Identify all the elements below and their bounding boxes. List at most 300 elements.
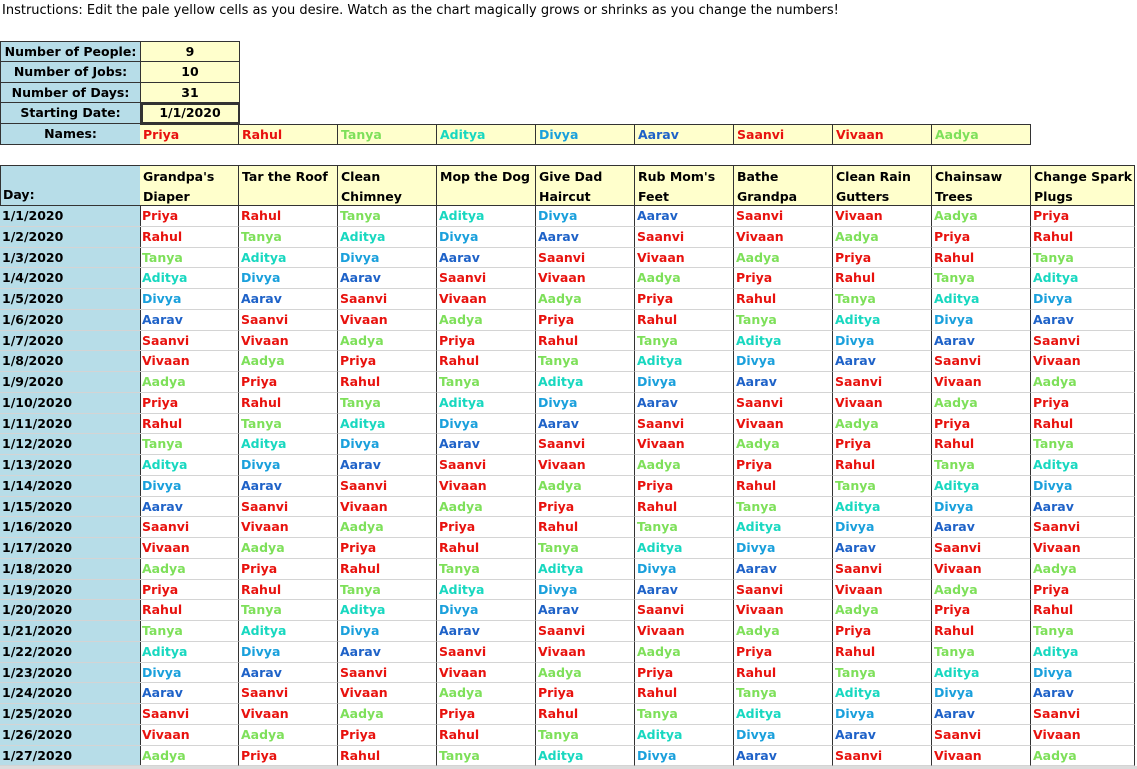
assignment-cell[interactable]: Aditya <box>734 704 833 725</box>
assignment-cell[interactable]: Aarav <box>239 663 338 683</box>
assignment-cell[interactable]: Vivaan <box>536 268 635 289</box>
assignment-cell[interactable]: Aditya <box>932 476 1031 497</box>
day-cell[interactable]: 1/3/2020 <box>0 248 141 268</box>
assignment-cell[interactable]: Vivaan <box>1031 351 1135 372</box>
assignment-cell[interactable]: Saanvi <box>140 517 239 538</box>
assignment-cell[interactable]: Aarav <box>338 455 437 476</box>
assignment-cell[interactable]: Aarav <box>932 331 1031 351</box>
assignment-cell[interactable]: Rahul <box>932 621 1031 642</box>
job-header-field[interactable]: Mop the Dog <box>437 165 536 206</box>
assignment-cell[interactable]: Saanvi <box>338 663 437 683</box>
person-name-field[interactable]: Divya <box>536 124 635 145</box>
assignment-cell[interactable]: Rahul <box>1031 227 1135 248</box>
assignment-cell[interactable]: Aadya <box>635 642 734 663</box>
assignment-cell[interactable]: Priya <box>140 580 239 600</box>
assignment-cell[interactable]: Vivaan <box>1031 538 1135 559</box>
assignment-cell[interactable]: Divya <box>437 227 536 248</box>
assignment-cell[interactable]: Tanya <box>734 497 833 517</box>
day-cell[interactable]: 1/6/2020 <box>0 310 141 331</box>
assignment-cell[interactable]: Rahul <box>932 248 1031 268</box>
assignment-cell[interactable]: Saanvi <box>536 434 635 455</box>
assignment-cell[interactable]: Aarav <box>338 642 437 663</box>
day-cell[interactable]: 1/25/2020 <box>0 704 141 725</box>
assignment-cell[interactable]: Saanvi <box>833 559 932 580</box>
assignment-cell[interactable]: Rahul <box>239 206 338 227</box>
assignment-cell[interactable]: Tanya <box>932 455 1031 476</box>
assignment-cell[interactable]: Saanvi <box>734 393 833 414</box>
assignment-cell[interactable]: Tanya <box>239 600 338 621</box>
assignment-cell[interactable]: Rahul <box>338 746 437 766</box>
assignment-cell[interactable]: Aadya <box>932 580 1031 600</box>
assignment-cell[interactable]: Saanvi <box>536 621 635 642</box>
assignment-cell[interactable]: Aadya <box>437 497 536 517</box>
assignment-cell[interactable]: Vivaan <box>833 393 932 414</box>
assignment-cell[interactable]: Divya <box>833 704 932 725</box>
assignment-cell[interactable]: Priya <box>239 559 338 580</box>
assignment-cell[interactable]: Saanvi <box>833 746 932 766</box>
assignment-cell[interactable]: Aarav <box>1031 683 1135 704</box>
assignment-cell[interactable]: Vivaan <box>140 351 239 372</box>
assignment-cell[interactable]: Divya <box>338 434 437 455</box>
assignment-cell[interactable]: Aadya <box>734 621 833 642</box>
assignment-cell[interactable]: Aditya <box>932 289 1031 310</box>
assignment-cell[interactable]: Aadya <box>239 725 338 746</box>
assignment-cell[interactable]: Tanya <box>833 289 932 310</box>
assignment-cell[interactable]: Aditya <box>140 642 239 663</box>
assignment-cell[interactable]: Priya <box>239 746 338 766</box>
assignment-cell[interactable]: Rahul <box>932 434 1031 455</box>
assignment-cell[interactable]: Aditya <box>635 351 734 372</box>
assignment-cell[interactable]: Aadya <box>734 248 833 268</box>
assignment-cell[interactable]: Saanvi <box>437 642 536 663</box>
assignment-cell[interactable]: Vivaan <box>932 559 1031 580</box>
assignment-cell[interactable]: Divya <box>833 331 932 351</box>
assignment-cell[interactable]: Priya <box>338 351 437 372</box>
assignment-cell[interactable]: Aadya <box>932 393 1031 414</box>
assignment-cell[interactable]: Aditya <box>1031 455 1135 476</box>
assignment-cell[interactable]: Aarav <box>932 517 1031 538</box>
person-name-field[interactable]: Aditya <box>437 124 536 145</box>
assignment-cell[interactable]: Priya <box>734 268 833 289</box>
assignment-cell[interactable]: Tanya <box>239 414 338 434</box>
assignment-cell[interactable]: Tanya <box>338 206 437 227</box>
assignment-cell[interactable]: Priya <box>635 289 734 310</box>
assignment-cell[interactable]: Saanvi <box>734 206 833 227</box>
assignment-cell[interactable]: Rahul <box>635 310 734 331</box>
assignment-cell[interactable]: Aditya <box>338 414 437 434</box>
day-cell[interactable]: 1/9/2020 <box>0 372 141 393</box>
day-cell[interactable]: 1/27/2020 <box>0 746 141 766</box>
assignment-cell[interactable]: Rahul <box>734 289 833 310</box>
assignment-cell[interactable]: Priya <box>1031 393 1135 414</box>
day-cell[interactable]: 1/12/2020 <box>0 434 141 455</box>
day-cell[interactable]: 1/15/2020 <box>0 497 141 517</box>
assignment-cell[interactable]: Rahul <box>1031 414 1135 434</box>
assignment-cell[interactable]: Tanya <box>1031 621 1135 642</box>
assignment-cell[interactable]: Vivaan <box>437 289 536 310</box>
assignment-cell[interactable]: Tanya <box>833 476 932 497</box>
assignment-cell[interactable]: Rahul <box>635 683 734 704</box>
assignment-cell[interactable]: Vivaan <box>338 310 437 331</box>
assignment-cell[interactable]: Priya <box>338 725 437 746</box>
person-name-field[interactable]: Priya <box>140 124 239 145</box>
job-header-field[interactable]: Clean Chimney <box>338 165 437 206</box>
assignment-cell[interactable]: Saanvi <box>734 580 833 600</box>
assignment-cell[interactable]: Saanvi <box>1031 517 1135 538</box>
person-name-field[interactable]: Rahul <box>239 124 338 145</box>
assignment-cell[interactable]: Vivaan <box>239 331 338 351</box>
assignment-cell[interactable]: Vivaan <box>140 725 239 746</box>
assignment-cell[interactable]: Saanvi <box>437 455 536 476</box>
assignment-cell[interactable]: Divya <box>536 580 635 600</box>
job-header-field[interactable]: Clean Rain Gutters <box>833 165 932 206</box>
assignment-cell[interactable]: Vivaan <box>140 538 239 559</box>
assignment-cell[interactable]: Aarav <box>536 227 635 248</box>
assignment-cell[interactable]: Tanya <box>635 517 734 538</box>
assignment-cell[interactable]: Tanya <box>833 663 932 683</box>
assignment-cell[interactable]: Priya <box>239 372 338 393</box>
assignment-cell[interactable]: Priya <box>932 600 1031 621</box>
assignment-cell[interactable]: Saanvi <box>239 310 338 331</box>
assignment-cell[interactable]: Aditya <box>536 372 635 393</box>
assignment-cell[interactable]: Aarav <box>635 393 734 414</box>
assignment-cell[interactable]: Saanvi <box>932 538 1031 559</box>
assignment-cell[interactable]: Aarav <box>734 559 833 580</box>
day-cell[interactable]: 1/11/2020 <box>0 414 141 434</box>
assignment-cell[interactable]: Aadya <box>833 414 932 434</box>
job-header-field[interactable]: Bathe Grandpa <box>734 165 833 206</box>
assignment-cell[interactable]: Priya <box>833 621 932 642</box>
assignment-cell[interactable]: Aarav <box>734 372 833 393</box>
assignment-cell[interactable]: Aarav <box>833 725 932 746</box>
assignment-cell[interactable]: Tanya <box>1031 434 1135 455</box>
assignment-cell[interactable]: Tanya <box>338 580 437 600</box>
assignment-cell[interactable]: Tanya <box>140 248 239 268</box>
assignment-cell[interactable]: Tanya <box>635 331 734 351</box>
assignment-cell[interactable]: Vivaan <box>437 476 536 497</box>
assignment-cell[interactable]: Aarav <box>437 248 536 268</box>
assignment-cell[interactable]: Saanvi <box>338 289 437 310</box>
assignment-cell[interactable]: Tanya <box>338 393 437 414</box>
assignment-cell[interactable]: Saanvi <box>239 497 338 517</box>
day-cell[interactable]: 1/20/2020 <box>0 600 141 621</box>
assignment-cell[interactable]: Aadya <box>833 600 932 621</box>
assignment-cell[interactable]: Priya <box>536 683 635 704</box>
assignment-cell[interactable]: Vivaan <box>833 580 932 600</box>
day-cell[interactable]: 1/21/2020 <box>0 621 141 642</box>
assignment-cell[interactable]: Aditya <box>833 497 932 517</box>
assignment-cell[interactable]: Rahul <box>536 517 635 538</box>
assignment-cell[interactable]: Aditya <box>1031 268 1135 289</box>
assignment-cell[interactable]: Vivaan <box>734 227 833 248</box>
assignment-cell[interactable]: Aarav <box>140 310 239 331</box>
person-name-field[interactable]: Aarav <box>635 124 734 145</box>
assignment-cell[interactable]: Saanvi <box>1031 704 1135 725</box>
day-cell[interactable]: 1/10/2020 <box>0 393 141 414</box>
assignment-cell[interactable]: Aditya <box>437 580 536 600</box>
assignment-cell[interactable]: Priya <box>338 538 437 559</box>
assignment-cell[interactable]: Aditya <box>635 725 734 746</box>
assignment-cell[interactable]: Aditya <box>239 248 338 268</box>
assignment-cell[interactable]: Vivaan <box>833 206 932 227</box>
assignment-cell[interactable]: Saanvi <box>140 704 239 725</box>
assignment-cell[interactable]: Priya <box>140 393 239 414</box>
assignment-cell[interactable]: Aditya <box>833 683 932 704</box>
assignment-cell[interactable]: Aditya <box>239 621 338 642</box>
assignment-cell[interactable]: Rahul <box>833 268 932 289</box>
day-cell[interactable]: 1/23/2020 <box>0 663 141 683</box>
assignment-cell[interactable]: Vivaan <box>239 704 338 725</box>
assignment-cell[interactable]: Vivaan <box>635 248 734 268</box>
assignment-cell[interactable]: Aadya <box>140 372 239 393</box>
assignment-cell[interactable]: Priya <box>1031 580 1135 600</box>
assignment-cell[interactable]: Aarav <box>239 289 338 310</box>
assignment-cell[interactable]: Aditya <box>932 663 1031 683</box>
setting-value-field[interactable]: 9 <box>141 41 240 62</box>
assignment-cell[interactable]: Divya <box>140 663 239 683</box>
day-cell[interactable]: 1/26/2020 <box>0 725 141 746</box>
day-cell[interactable]: 1/22/2020 <box>0 642 141 663</box>
assignment-cell[interactable]: Aarav <box>140 497 239 517</box>
assignment-cell[interactable]: Divya <box>734 538 833 559</box>
assignment-cell[interactable]: Vivaan <box>1031 725 1135 746</box>
assignment-cell[interactable]: Priya <box>734 642 833 663</box>
assignment-cell[interactable]: Divya <box>536 206 635 227</box>
job-header-field[interactable]: Rub Mom's Feet <box>635 165 734 206</box>
assignment-cell[interactable]: Aarav <box>140 683 239 704</box>
day-cell[interactable]: 1/7/2020 <box>0 331 141 351</box>
assignment-cell[interactable]: Priya <box>437 517 536 538</box>
job-header-field[interactable]: Tar the Roof <box>239 165 338 206</box>
assignment-cell[interactable]: Aadya <box>932 206 1031 227</box>
assignment-cell[interactable]: Aadya <box>734 434 833 455</box>
assignment-cell[interactable]: Aadya <box>635 455 734 476</box>
assignment-cell[interactable]: Tanya <box>140 621 239 642</box>
day-cell[interactable]: 1/1/2020 <box>0 206 141 227</box>
assignment-cell[interactable]: Tanya <box>437 746 536 766</box>
assignment-cell[interactable]: Rahul <box>1031 600 1135 621</box>
assignment-cell[interactable]: Aadya <box>1031 372 1135 393</box>
assignment-cell[interactable]: Saanvi <box>239 683 338 704</box>
assignment-cell[interactable]: Tanya <box>932 642 1031 663</box>
assignment-cell[interactable]: Divya <box>239 642 338 663</box>
assignment-cell[interactable]: Priya <box>437 331 536 351</box>
assignment-cell[interactable]: Aarav <box>338 268 437 289</box>
assignment-cell[interactable]: Aditya <box>140 455 239 476</box>
assignment-cell[interactable]: Rahul <box>734 663 833 683</box>
setting-value-field[interactable]: 10 <box>141 62 240 83</box>
assignment-cell[interactable]: Aadya <box>437 683 536 704</box>
assignment-cell[interactable]: Aarav <box>437 621 536 642</box>
assignment-cell[interactable]: Priya <box>734 455 833 476</box>
assignment-cell[interactable]: Divya <box>338 248 437 268</box>
assignment-cell[interactable]: Vivaan <box>932 746 1031 766</box>
job-header-field[interactable]: Grandpa's Diaper <box>140 165 239 206</box>
assignment-cell[interactable]: Aarav <box>239 476 338 497</box>
assignment-cell[interactable]: Divya <box>1031 663 1135 683</box>
assignment-cell[interactable]: Vivaan <box>338 683 437 704</box>
setting-value-field[interactable]: 31 <box>141 83 240 103</box>
assignment-cell[interactable]: Divya <box>635 372 734 393</box>
assignment-cell[interactable]: Aarav <box>734 746 833 766</box>
assignment-cell[interactable]: Divya <box>338 621 437 642</box>
assignment-cell[interactable]: Rahul <box>833 455 932 476</box>
assignment-cell[interactable]: Rahul <box>437 725 536 746</box>
assignment-cell[interactable]: Divya <box>437 600 536 621</box>
assignment-cell[interactable]: Tanya <box>239 227 338 248</box>
assignment-cell[interactable]: Divya <box>734 351 833 372</box>
assignment-cell[interactable]: Tanya <box>734 683 833 704</box>
assignment-cell[interactable]: Aarav <box>1031 310 1135 331</box>
assignment-cell[interactable]: Vivaan <box>734 414 833 434</box>
assignment-cell[interactable]: Aditya <box>1031 642 1135 663</box>
job-header-field[interactable]: Give Dad Haircut <box>536 165 635 206</box>
assignment-cell[interactable]: Saanvi <box>833 372 932 393</box>
assignment-cell[interactable]: Tanya <box>536 351 635 372</box>
assignment-cell[interactable]: Aadya <box>338 331 437 351</box>
job-header-field[interactable]: Change Spark Plugs <box>1031 165 1135 206</box>
day-cell[interactable]: 1/16/2020 <box>0 517 141 538</box>
assignment-cell[interactable]: Divya <box>1031 476 1135 497</box>
assignment-cell[interactable]: Divya <box>239 455 338 476</box>
assignment-cell[interactable]: Aarav <box>932 704 1031 725</box>
assignment-cell[interactable]: Saanvi <box>635 600 734 621</box>
assignment-cell[interactable]: Rahul <box>140 414 239 434</box>
assignment-cell[interactable]: Divya <box>437 414 536 434</box>
assignment-cell[interactable]: Vivaan <box>635 621 734 642</box>
assignment-cell[interactable]: Divya <box>239 268 338 289</box>
assignment-cell[interactable]: Rahul <box>140 227 239 248</box>
assignment-cell[interactable]: Tanya <box>635 704 734 725</box>
assignment-cell[interactable]: Aarav <box>635 206 734 227</box>
assignment-cell[interactable]: Aadya <box>140 746 239 766</box>
assignment-cell[interactable]: Divya <box>833 517 932 538</box>
assignment-cell[interactable]: Vivaan <box>239 517 338 538</box>
assignment-cell[interactable]: Priya <box>635 476 734 497</box>
job-header-field[interactable]: Chainsaw Trees <box>932 165 1031 206</box>
assignment-cell[interactable]: Aadya <box>338 517 437 538</box>
assignment-cell[interactable]: Rahul <box>635 497 734 517</box>
person-name-field[interactable]: Aadya <box>932 124 1031 145</box>
assignment-cell[interactable]: Priya <box>833 434 932 455</box>
assignment-cell[interactable]: Aadya <box>536 663 635 683</box>
assignment-cell[interactable]: Aditya <box>635 538 734 559</box>
assignment-cell[interactable]: Aditya <box>437 393 536 414</box>
assignment-cell[interactable]: Aarav <box>833 351 932 372</box>
assignment-cell[interactable]: Rahul <box>536 331 635 351</box>
assignment-cell[interactable]: Divya <box>536 393 635 414</box>
assignment-cell[interactable]: Rahul <box>734 476 833 497</box>
day-cell[interactable]: 1/18/2020 <box>0 559 141 580</box>
assignment-cell[interactable]: Aadya <box>239 351 338 372</box>
assignment-cell[interactable]: Aditya <box>437 206 536 227</box>
assignment-cell[interactable]: Divya <box>932 310 1031 331</box>
assignment-cell[interactable]: Saanvi <box>932 725 1031 746</box>
assignment-cell[interactable]: Aadya <box>338 704 437 725</box>
day-cell[interactable]: 1/4/2020 <box>0 268 141 289</box>
person-name-field[interactable]: Tanya <box>338 124 437 145</box>
assignment-cell[interactable]: Aarav <box>635 580 734 600</box>
day-cell[interactable]: 1/2/2020 <box>0 227 141 248</box>
assignment-cell[interactable]: Priya <box>932 227 1031 248</box>
assignment-cell[interactable]: Rahul <box>437 538 536 559</box>
assignment-cell[interactable]: Aditya <box>734 517 833 538</box>
assignment-cell[interactable]: Priya <box>833 248 932 268</box>
assignment-cell[interactable]: Rahul <box>239 580 338 600</box>
assignment-cell[interactable]: Rahul <box>239 393 338 414</box>
assignment-cell[interactable]: Aadya <box>833 227 932 248</box>
assignment-cell[interactable]: Divya <box>734 725 833 746</box>
assignment-cell[interactable]: Priya <box>536 310 635 331</box>
assignment-cell[interactable]: Divya <box>1031 289 1135 310</box>
day-cell[interactable]: 1/13/2020 <box>0 455 141 476</box>
assignment-cell[interactable]: Priya <box>437 704 536 725</box>
assignment-cell[interactable]: Tanya <box>536 725 635 746</box>
assignment-cell[interactable]: Aditya <box>338 227 437 248</box>
assignment-cell[interactable]: Tanya <box>140 434 239 455</box>
assignment-cell[interactable]: Vivaan <box>536 455 635 476</box>
assignment-cell[interactable]: Saanvi <box>437 268 536 289</box>
assignment-cell[interactable]: Divya <box>140 476 239 497</box>
assignment-cell[interactable]: Aditya <box>734 331 833 351</box>
assignment-cell[interactable]: Rahul <box>833 642 932 663</box>
assignment-cell[interactable]: Vivaan <box>437 663 536 683</box>
day-cell[interactable]: 1/5/2020 <box>0 289 141 310</box>
assignment-cell[interactable]: Divya <box>635 559 734 580</box>
day-cell[interactable]: 1/24/2020 <box>0 683 141 704</box>
assignment-cell[interactable]: Aadya <box>635 268 734 289</box>
assignment-cell[interactable]: Aadya <box>140 559 239 580</box>
day-cell[interactable]: 1/19/2020 <box>0 580 141 600</box>
assignment-cell[interactable]: Rahul <box>536 704 635 725</box>
assignment-cell[interactable]: Priya <box>1031 206 1135 227</box>
assignment-cell[interactable]: Vivaan <box>536 642 635 663</box>
assignment-cell[interactable]: Priya <box>140 206 239 227</box>
assignment-cell[interactable]: Tanya <box>734 310 833 331</box>
assignment-cell[interactable]: Aarav <box>437 434 536 455</box>
assignment-cell[interactable]: Aditya <box>338 600 437 621</box>
assignment-cell[interactable]: Saanvi <box>932 351 1031 372</box>
assignment-cell[interactable]: Saanvi <box>1031 331 1135 351</box>
assignment-cell[interactable]: Aditya <box>239 434 338 455</box>
person-name-field[interactable]: Saanvi <box>734 124 833 145</box>
assignment-cell[interactable]: Rahul <box>338 372 437 393</box>
assignment-cell[interactable]: Aadya <box>239 538 338 559</box>
assignment-cell[interactable]: Vivaan <box>932 372 1031 393</box>
assignment-cell[interactable]: Aarav <box>536 600 635 621</box>
person-name-field[interactable]: Vivaan <box>833 124 932 145</box>
day-cell[interactable]: 1/17/2020 <box>0 538 141 559</box>
assignment-cell[interactable]: Tanya <box>536 538 635 559</box>
assignment-cell[interactable]: Divya <box>932 497 1031 517</box>
assignment-cell[interactable]: Saanvi <box>635 227 734 248</box>
assignment-cell[interactable]: Tanya <box>437 559 536 580</box>
assignment-cell[interactable]: Aadya <box>1031 559 1135 580</box>
assignment-cell[interactable]: Tanya <box>1031 248 1135 268</box>
assignment-cell[interactable]: Vivaan <box>338 497 437 517</box>
assignment-cell[interactable]: Vivaan <box>635 434 734 455</box>
assignment-cell[interactable]: Aadya <box>536 476 635 497</box>
assignment-cell[interactable]: Divya <box>140 289 239 310</box>
assignment-cell[interactable]: Aarav <box>536 414 635 434</box>
assignment-cell[interactable]: Saanvi <box>635 414 734 434</box>
setting-value-field[interactable]: 1/1/2020 <box>141 103 240 124</box>
assignment-cell[interactable]: Aadya <box>536 289 635 310</box>
assignment-cell[interactable]: Divya <box>635 746 734 766</box>
assignment-cell[interactable]: Vivaan <box>734 600 833 621</box>
assignment-cell[interactable]: Tanya <box>932 268 1031 289</box>
assignment-cell[interactable]: Divya <box>932 683 1031 704</box>
